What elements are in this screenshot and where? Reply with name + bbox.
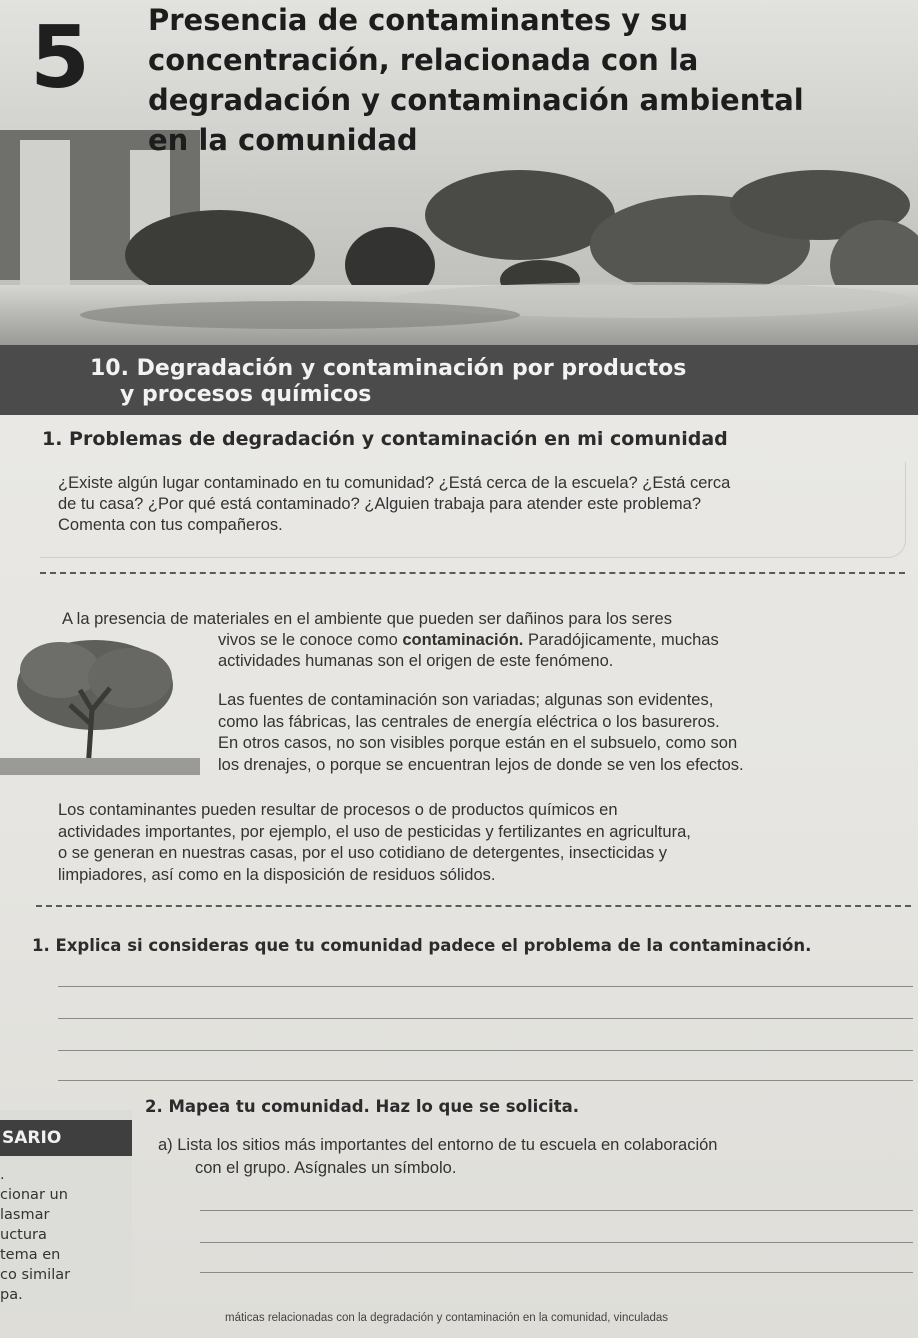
answer-line[interactable] [200, 1272, 913, 1273]
paragraph-chemicals [58, 800, 913, 886]
dashed-divider [36, 905, 911, 907]
question-2a: a) Lista los sitios más importantes del entorno de tu escuela en colaboración [158, 1136, 718, 1154]
paragraph-line: actividades humanas son el origen de este fenómeno. [218, 652, 614, 670]
discussion-prompt-text [58, 473, 893, 536]
answer-line[interactable] [58, 986, 913, 987]
glossary-line: cionar un [0, 1187, 68, 1203]
answer-line[interactable] [200, 1210, 913, 1211]
section-title [90, 356, 890, 408]
paragraph-sources [218, 690, 908, 776]
answer-line[interactable] [58, 1080, 913, 1081]
section-title-line: 10. Degradación y contaminación por productos [90, 356, 687, 381]
waterfall-banner-photo [0, 0, 918, 345]
question-1: 1. Explica si consideras que tu comunidad padece el problema de la contaminación. [32, 936, 812, 955]
unit-title-line: Presencia de contaminantes y su [148, 3, 689, 37]
paragraph-line: En otros casos, no son visibles porque están en el subsuelo, como son [218, 734, 738, 752]
subheading: 1. Problemas de degradación y contaminación en mi comunidad [42, 428, 728, 450]
paragraph-line: actividades importantes, por ejemplo, el uso de pesticidas y fertilizantes en agricultura, [58, 822, 691, 841]
glossary-line: lasmar [0, 1207, 50, 1223]
prompt-line: ¿Existe algún lugar contaminado en tu comunidad? ¿Está cerca de la escuela? ¿Está cerca [58, 474, 731, 492]
unit-title [148, 0, 888, 160]
paragraph-intro: A la presencia de materiales en el ambiente que pueden ser dañinos para los seres [62, 610, 672, 628]
answer-line[interactable] [200, 1242, 913, 1243]
question-2a-cont: con el grupo. Asígnales un símbolo. [195, 1159, 457, 1177]
glossary-line: co similar [0, 1267, 71, 1283]
question-2: 2. Mapea tu comunidad. Haz lo que se solicita. [145, 1097, 580, 1116]
glossary-line: uctura [0, 1227, 47, 1243]
glossary-tab-label: SARIO [0, 1120, 132, 1156]
paragraph-line: los drenajes, o porque se encuentran lejos de donde se ven los efectos. [218, 755, 744, 774]
keyword-contaminacion: contaminación. [402, 631, 524, 649]
prompt-line: Comenta con tus compañeros. [58, 516, 283, 534]
glossary-line: . [0, 1167, 5, 1183]
definition-text-end: Paradójicamente, muchas [523, 631, 719, 649]
paragraph-definition [218, 630, 908, 652]
section-title-line: y procesos químicos [120, 382, 372, 407]
definition-text: vivos se le conoce como [218, 631, 403, 649]
paragraph-line: como las fábricas, las centrales de energía eléctrica o los basureros. [218, 712, 720, 731]
unit-title-line: en la comunidad [148, 123, 418, 157]
footer-note: máticas relacionadas con la degradación y contaminación en la comunidad, vinculadas [225, 1312, 669, 1324]
dashed-divider [40, 572, 905, 574]
paragraph-line: o se generan en nuestras casas, por el uso cotidiano de detergentes, insecticidas y [58, 844, 668, 862]
answer-line[interactable] [58, 1018, 913, 1019]
unit-title-line: concentración, relacionada con la [148, 43, 699, 77]
answer-line[interactable] [58, 1050, 913, 1051]
glossary-line: pa. [0, 1287, 23, 1303]
unit-number: 5 [30, 8, 90, 108]
paragraph-line: limpiadores, así como en la disposición de residuos sólidos. [58, 865, 496, 884]
tree-illustration [0, 630, 200, 775]
paragraph-line: Los contaminantes pueden resultar de procesos o de productos químicos en [58, 801, 618, 819]
prompt-line: de tu casa? ¿Por qué está contaminado? ¿Alguien trabaja para atender este problema? [58, 495, 701, 513]
glossary-line: tema en [0, 1247, 61, 1263]
glossary-text [0, 1165, 130, 1305]
unit-title-line: degradación y contaminación ambiental [148, 83, 804, 117]
paragraph-line: Las fuentes de contaminación son variadas; algunas son evidentes, [218, 691, 714, 709]
